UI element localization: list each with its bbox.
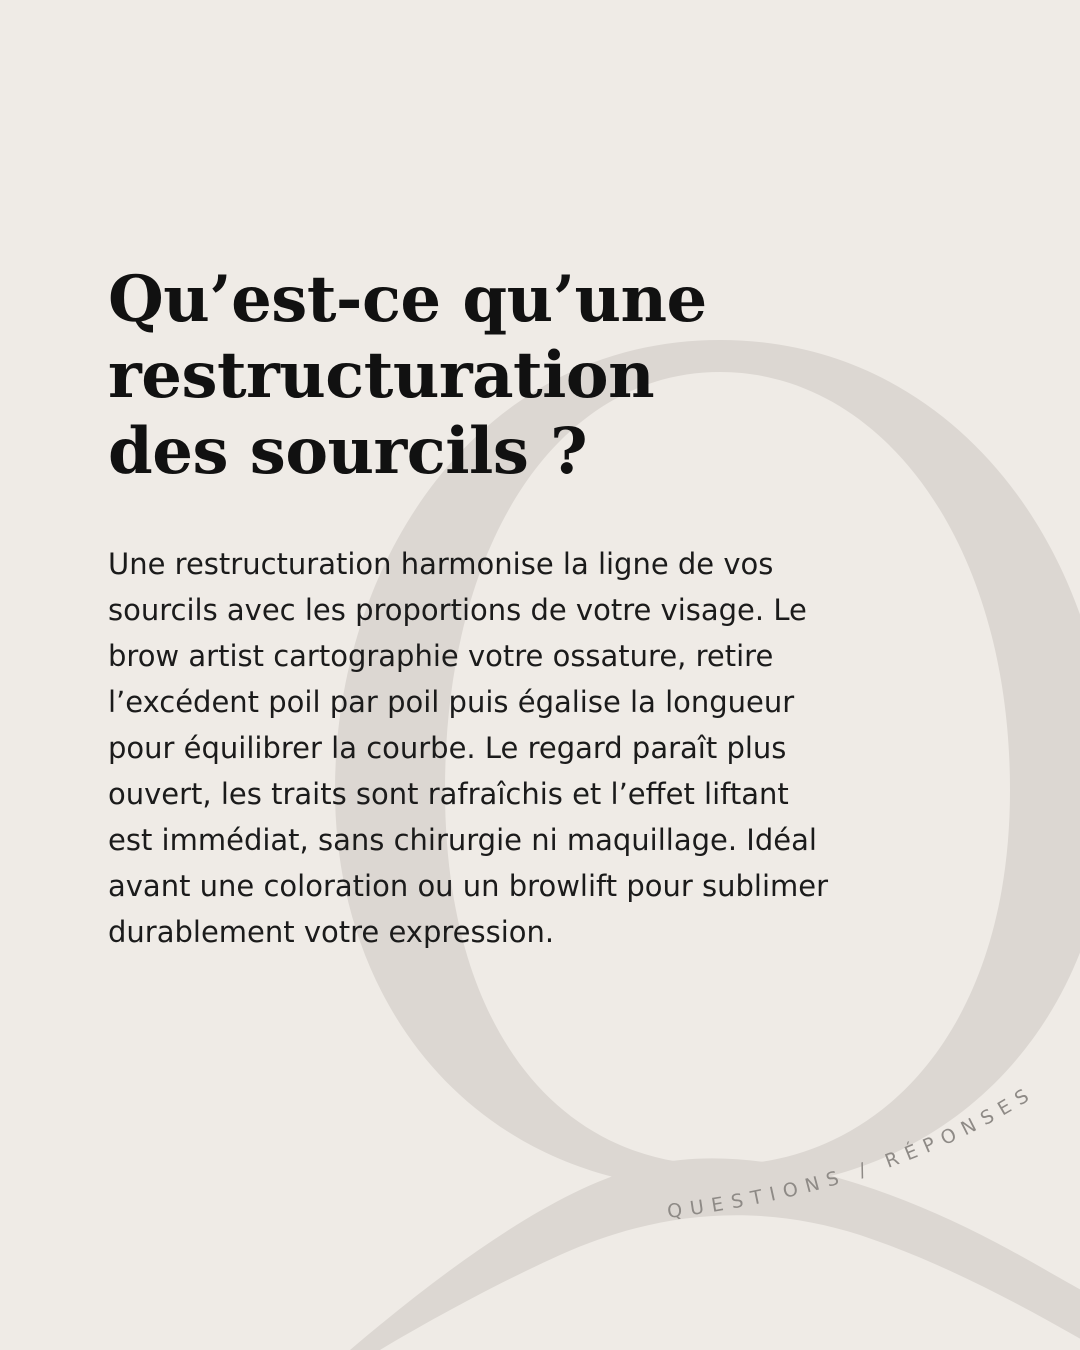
body-line: sourcils avec les proportions de votre visage. Le (108, 593, 807, 627)
body-line: l’excédent poil par poil puis égalise la longueur (108, 685, 795, 719)
body-line: est immédiat, sans chirurgie ni maquillage. Idéal (108, 823, 817, 857)
title-line: restructuration (108, 338, 655, 413)
body-line: brow artist cartographie votre ossature, retire (108, 639, 774, 673)
title-line: des sourcils ? (108, 414, 588, 489)
body-line: Une restructuration harmonise la ligne de vos (108, 547, 774, 581)
arc-label-textpath: QUESTIONS / RÉPONSES (665, 1080, 1040, 1223)
arc-label-text (666, 1081, 1040, 1223)
body-line: ouvert, les traits sont rafraîchis et l’effet liftant (108, 777, 789, 811)
body-line: durablement votre expression. (108, 915, 555, 949)
body-line: pour équilibrer la courbe. Le regard paraît plus (108, 731, 787, 765)
title-line: Qu’est-ce qu’une (108, 262, 707, 337)
body-line: avant une coloration ou un browlift pour sublimer (108, 869, 829, 903)
